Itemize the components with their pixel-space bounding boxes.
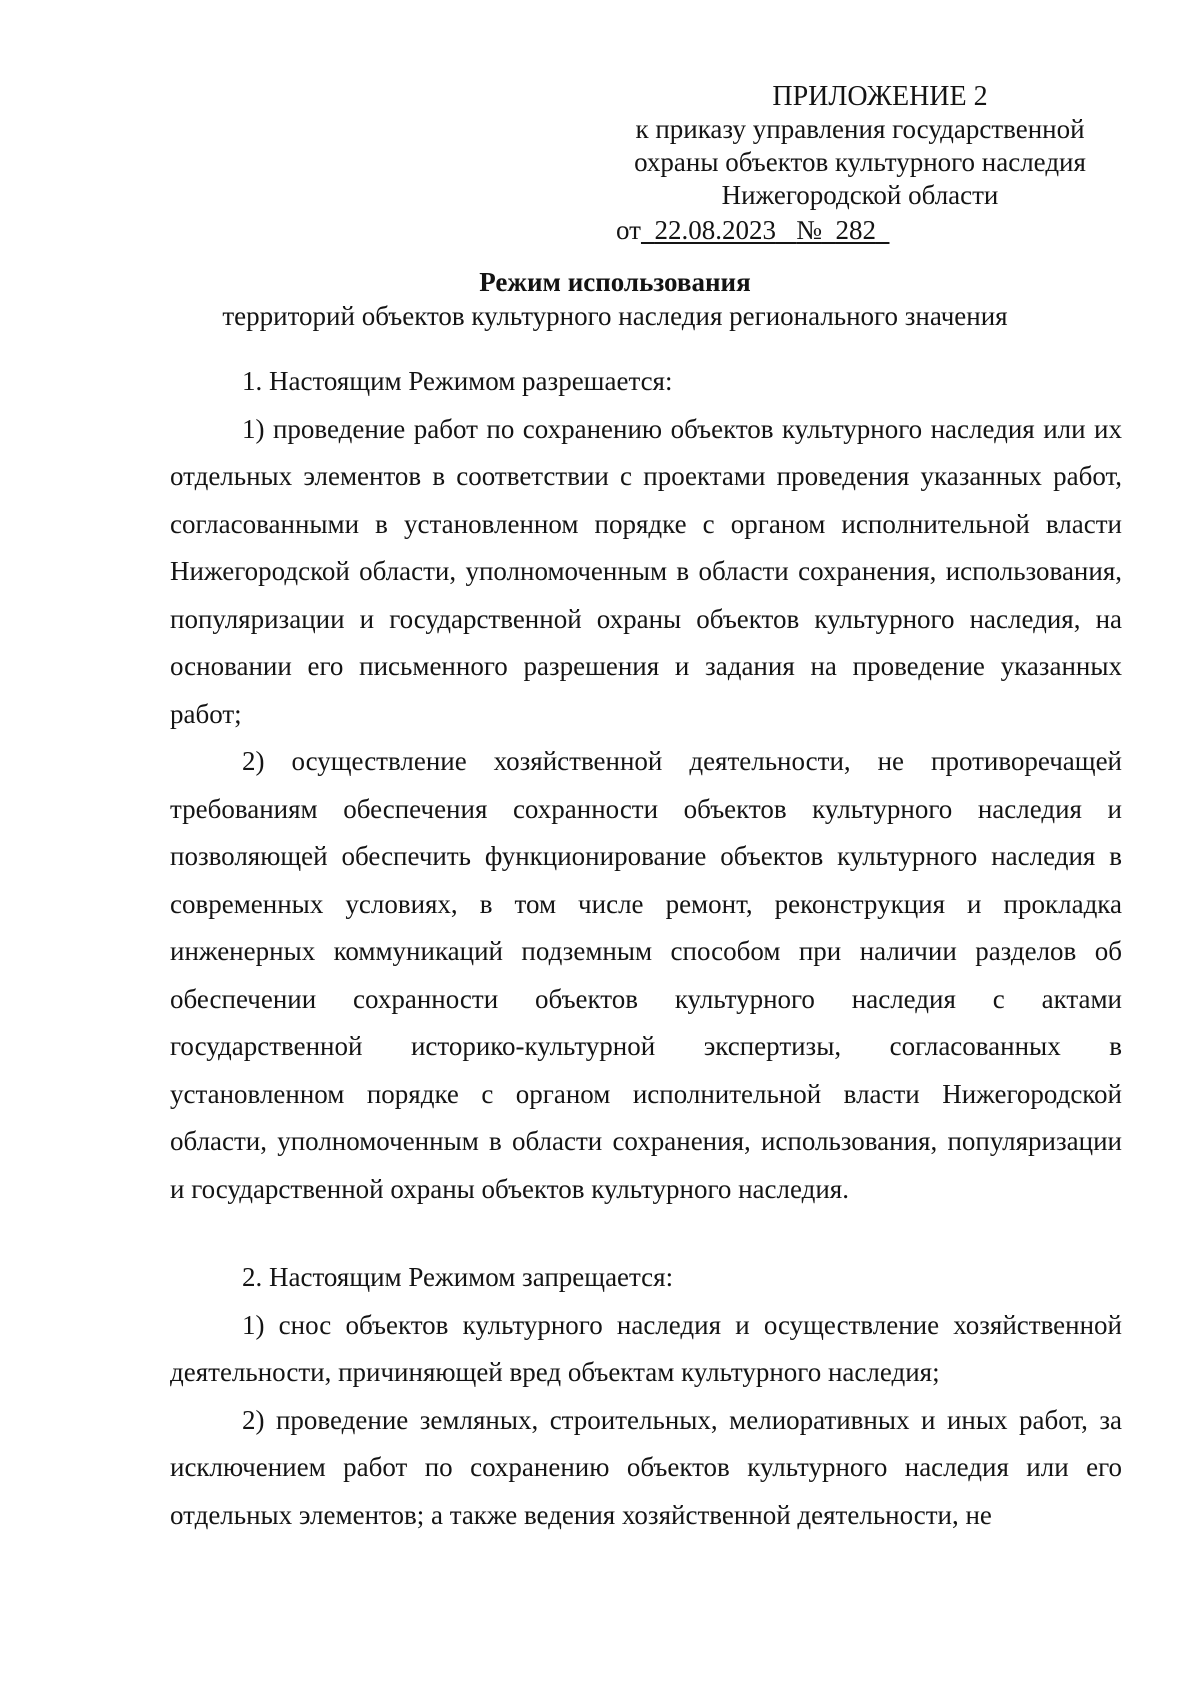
- title-subtitle: территорий объектов культурного наследия регионального значения: [222, 301, 1008, 331]
- list-item: 1) проведение работ по сохранению объектов культурного наследия или их отдельных элементов в соответствии с проектами проведения указанных работ, согласованными в установленном порядке с органом исполнительной власти Нижегородской области, уполномоченным в области сохранения, использования, популяризации и государственной охраны объектов культурного наследия, на основании его письменного разрешения и задания на проведение указанных работ;: [170, 413, 1122, 729]
- order-reference-line: к приказу управления государственной: [635, 114, 1085, 144]
- order-date: 22.08.2023: [654, 215, 776, 245]
- order-reference-line: охраны объектов культурного наследия: [634, 147, 1086, 177]
- section-heading: 1. Настоящим Режимом разрешается:: [242, 366, 673, 396]
- title-main: Режим использования: [479, 267, 751, 297]
- order-reference-line: Нижегородской области: [721, 180, 999, 210]
- list-item: 2) проведение земляных, строительных, мелиоративных и иных работ, за исключением работ по сохранению объектов культурного наследия или его отдельных элементов; а также ведения хозяйственной деятельности, не: [170, 1404, 1122, 1530]
- list-item: 1) снос объектов культурного наследия и осуществление хозяйственной деятельности, причиняющей вред объектам культурного наследия;: [170, 1309, 1122, 1387]
- order-number: № 282: [796, 215, 876, 245]
- document-body: [170, 358, 1122, 1539]
- appendix-title: ПРИЛОЖЕНИЕ 2: [772, 81, 988, 112]
- list-item: 2) осуществление хозяйственной деятельности, не противоречащей требованиям обеспечения сохранности объектов культурного наследия и позволяющей обеспечить функционирование объектов культурного наследия в современных условиях, в том числе ремонт, реконструкция и прокладка инженерных коммуникаций подземным способом при наличии разделов об обеспечении сохранности объектов культурного наследия с актами государственной историко-культурной экспертизы, согласованных в установленном порядке с органом исполнительной власти Нижегородской области, уполномоченным в области сохранения, использования, популяризации и государственной охраны объектов культурного наследия.: [170, 746, 1122, 1204]
- section-heading: 2. Настоящим Режимом запрещается:: [242, 1262, 674, 1292]
- document-title: [0, 265, 1200, 333]
- order-date-line: [600, 214, 1120, 247]
- date-prefix: от: [616, 215, 641, 245]
- appendix-header: [600, 80, 1120, 247]
